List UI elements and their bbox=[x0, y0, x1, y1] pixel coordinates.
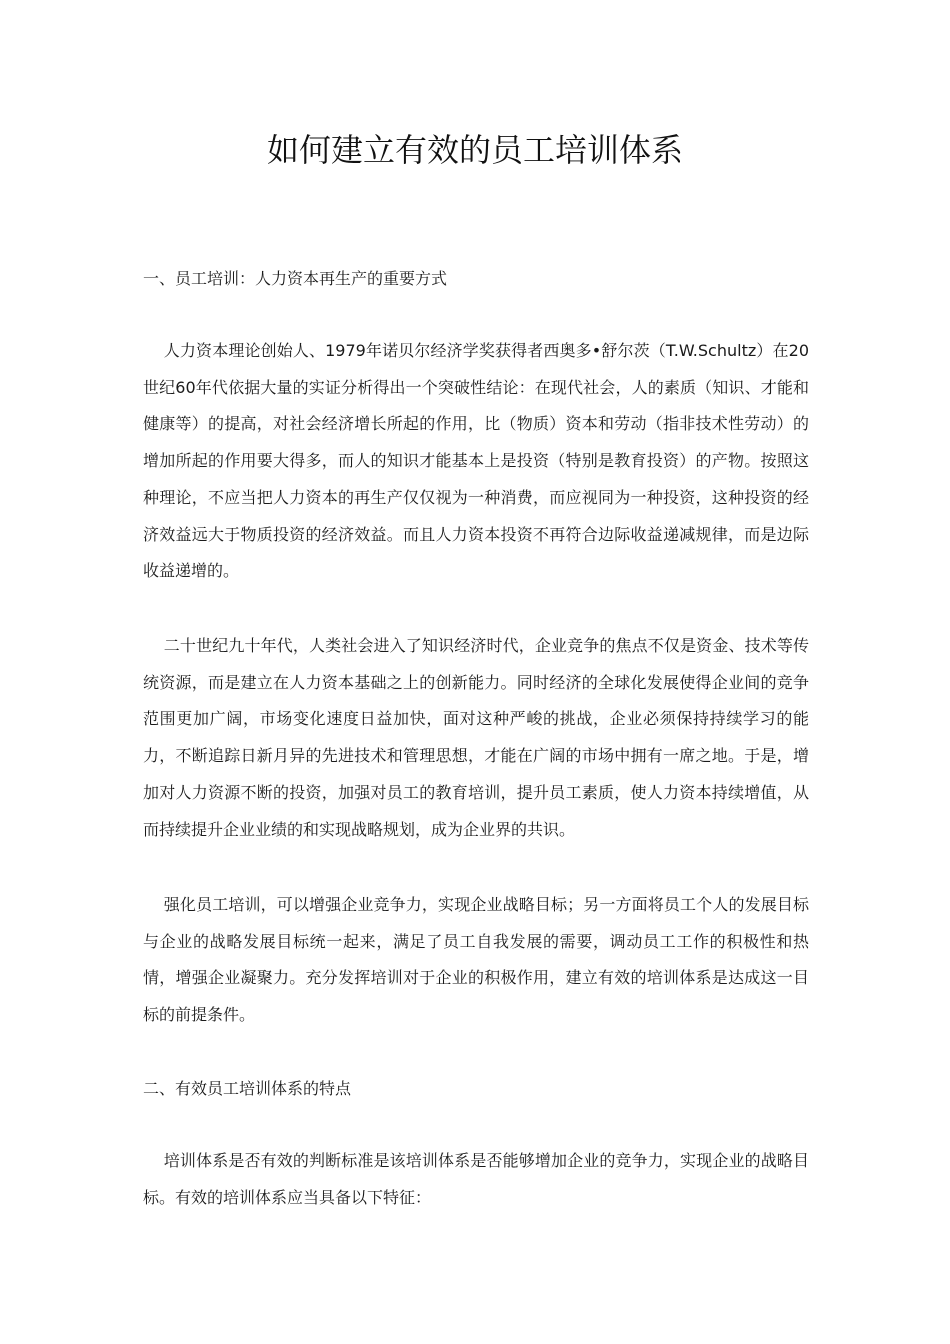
paragraph-3: 强化员工培训，可以增强企业竞争力，实现企业战略目标；另一方面将员工个人的发展目标与企业的战略发展目标统一起来，满足了员工自我发展的需要，调动员工工作的积极性和热情，增强企业凝聚力。充分发挥培训对于企业的积极作用，建立有效的培训体系是达成这一目标的前提条件。 bbox=[143, 895, 809, 1025]
document-title: 如何建立有效的员工培训体系 bbox=[266, 131, 683, 169]
section-heading-1: 一、员工培训：人力资本再生产的重要方式 bbox=[143, 269, 448, 288]
paragraph-1: 人力资本理论创始人、1979年诺贝尔经济学奖获得者西奥多•舒尔茨（T.W.Schultz）在20世纪60年代依据大量的实证分析得出一个突破性结论：在现代社会，人的素质（知识、才能和健康等）的提高，对社会经济增长所起的作用，比（物质）资本和劳动（指非技术性劳动）的增加所起的作用要大得多，而人的知识才能基本上是投资（特别是教育投资）的产物。按照这种理论，不应当把人力资本的再生产仅仅视为一种消费，而应视同为一种投资，这种投资的经济效益远大于物质投资的经济效益。而且人力资本投资不再符合边际收益递减规律，而是边际收益递增的。 bbox=[143, 341, 809, 581]
paragraph-4: 培训体系是否有效的判断标准是该培训体系是否能够增加企业的竞争力，实现企业的战略目标。有效的培训体系应当具备以下特征： bbox=[143, 1151, 809, 1207]
section-heading-2: 二、有效员工培训体系的特点 bbox=[143, 1079, 352, 1098]
paragraph-2: 二十世纪九十年代，人类社会进入了知识经济时代，企业竞争的焦点不仅是资金、技术等传统资源，而是建立在人力资本基础之上的创新能力。同时经济的全球化发展使得企业间的竞争范围更加广阔，市场变化速度日益加快，面对这种严峻的挑战，企业必须保持持续学习的能力，不断追踪日新月异的先进技术和管理思想，才能在广阔的市场中拥有一席之地。于是，增加对人力资源不断的投资，加强对员工的教育培训，提升员工素质，使人力资本持续增值，从而持续提升企业业绩的和实现战略规划，成为企业界的共识。 bbox=[143, 636, 809, 839]
